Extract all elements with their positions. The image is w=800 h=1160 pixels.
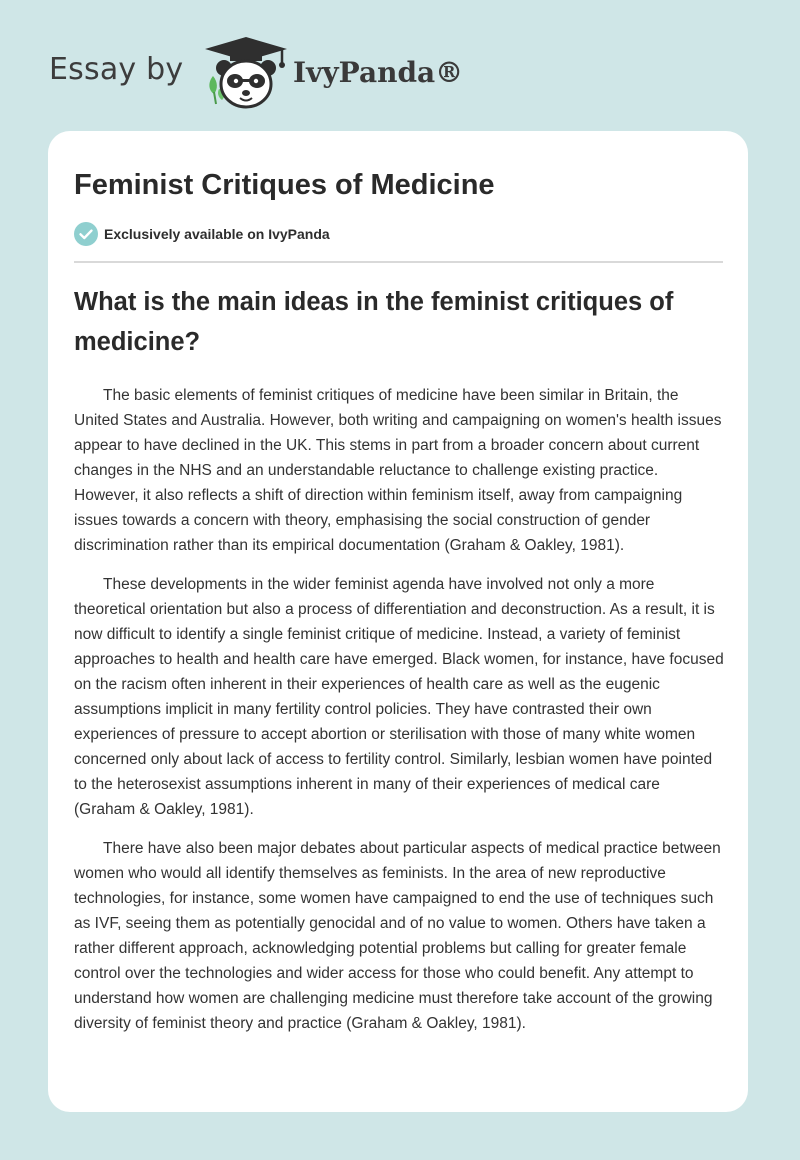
essay-by-label: Essay by: [49, 52, 184, 87]
page-title: Feminist Critiques of Medicine: [74, 169, 495, 201]
panda-graduate-logo-icon: [200, 34, 292, 110]
paragraph: These developments in the wider feminist agenda have involved not only a more theoretical orientation but also a process of differentiation and deconstruction. As a result, it is now difficult to identify a single feminist critique of medicine. Instead, a variety of feminist approaches to health and health care have emerged. Black women, for instance, have focused on the racism often inherent in their experiences of health care as well as the eugenic assumptions implicit in many fertility control policies. They have contrasted their own experiences of pressure to accept abortion or sterilisation with those of many white women concerned only about lack of access to fertility control. Similarly, lesbian women have pointed to the heterosexist assumptions inherent in many of their experiences of medical care (Graham & Oakley, 1981).: [74, 576, 724, 818]
brand-name[interactable]: IvyPanda®: [293, 56, 464, 89]
section-heading: What is the main ideas in the feminist critiques of medicine?: [74, 288, 674, 356]
essay-body: [74, 383, 724, 1050]
site-header: [0, 0, 800, 130]
paragraph: There have also been major debates about particular aspects of medical practice between women who would all identify themselves as feminists. In the area of new reproductive technologies, for instance, some women have campaigned to end the use of techniques such as IVF, seeing them as potentially genocidal and of no value to women. Others have taken a rather different approach, acknowledging potential problems but calling for greater female control over the technologies and wider access for those who could benefit. Any attempt to understand how women are challenging medicine must therefore take account of the growing diversity of feminist theory and practice (Graham & Oakley, 1981).: [74, 840, 721, 1032]
exclusive-badge: [74, 222, 330, 246]
divider: [74, 261, 723, 263]
paragraph: The basic elements of feminist critiques of medicine have been similar in Britain, the United States and Australia. However, both writing and campaigning on women's health issues appear to have declined in the UK. This stems in part from a broader concern about current changes in the NHS and an understandable reluctance to challenge existing practice. However, it also reflects a shift of direction within feminism itself, away from campaigning issues towards a concern with theory, emphasising the social construction of gender discrimination rather than its empirical documentation (Graham & Oakley, 1981).: [74, 387, 722, 554]
exclusive-badge-label: Exclusively available on IvyPanda: [104, 226, 330, 242]
essay-card: [48, 131, 748, 1112]
check-circle-icon: [74, 222, 98, 246]
